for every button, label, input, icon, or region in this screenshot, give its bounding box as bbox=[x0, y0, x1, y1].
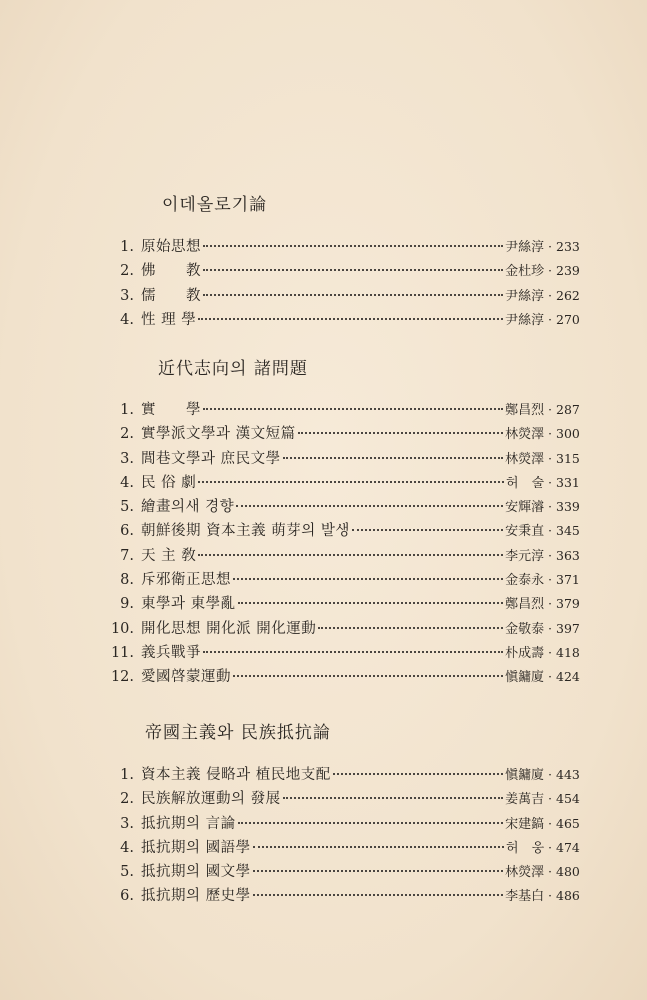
separator-dot: · bbox=[548, 427, 552, 442]
entry-page: 424 bbox=[556, 669, 580, 685]
toc-entry[interactable] bbox=[98, 787, 580, 811]
separator-dot: · bbox=[548, 889, 552, 904]
separator-dot: · bbox=[548, 240, 552, 254]
separator-dot: · bbox=[548, 816, 552, 831]
entry-author: 鄭昌烈 bbox=[505, 403, 545, 418]
entry-author: 尹絲淳 bbox=[505, 240, 545, 255]
entry-title: 斥邪衛正思想 bbox=[141, 572, 231, 589]
toc-entry[interactable] bbox=[98, 641, 580, 665]
toc-entry[interactable] bbox=[98, 860, 580, 884]
entry-page: 287 bbox=[556, 402, 580, 417]
entry-title: 抵抗期의 國文學 bbox=[141, 864, 251, 881]
dot-leader bbox=[203, 294, 503, 296]
dot-leader bbox=[318, 627, 503, 629]
entry-title: 實學派文學과 漢文短篇 bbox=[141, 426, 296, 443]
entry-number: 12. bbox=[110, 669, 134, 686]
toc-entry[interactable] bbox=[98, 592, 580, 616]
toc-entry[interactable] bbox=[98, 617, 580, 641]
entry-number: 5. bbox=[120, 864, 134, 881]
entry-title: 抵抗期의 國語學 bbox=[141, 839, 251, 856]
entry-number: 1. bbox=[120, 402, 134, 418]
toc-entry[interactable] bbox=[98, 235, 580, 259]
separator-dot: · bbox=[548, 670, 552, 685]
entry-author: 金杜珍 bbox=[505, 264, 545, 280]
entry-page: 331 bbox=[556, 474, 580, 490]
entry-title: 抵抗期의 言論 bbox=[141, 815, 236, 832]
toc-entry[interactable] bbox=[98, 544, 580, 568]
toc-section-3 bbox=[98, 763, 580, 909]
entry-author: 宋建鎬 bbox=[505, 816, 545, 832]
entry-number: 1. bbox=[120, 239, 134, 255]
dot-leader bbox=[283, 797, 504, 799]
entry-title: 閭巷文學과 庶民文學 bbox=[141, 450, 281, 467]
entry-title: 天 主 敎 bbox=[141, 547, 197, 564]
entry-page: 454 bbox=[556, 791, 580, 807]
separator-dot: · bbox=[548, 264, 552, 279]
section-heading: 帝國主義와 民族抵抗論 bbox=[145, 723, 331, 743]
entry-title: 東學과 東學亂 bbox=[141, 596, 236, 613]
dot-leader bbox=[198, 318, 503, 320]
entry-page: 315 bbox=[556, 450, 580, 466]
dot-leader bbox=[238, 822, 504, 824]
entry-page: 339 bbox=[556, 499, 580, 515]
toc-entry[interactable] bbox=[98, 471, 580, 495]
dot-leader bbox=[333, 773, 503, 775]
entry-author: 朴成壽 bbox=[505, 645, 545, 661]
toc-entry[interactable] bbox=[98, 665, 580, 689]
entry-number: 8. bbox=[120, 572, 134, 589]
entry-number: 4. bbox=[120, 474, 134, 491]
entry-author: 姜萬吉 bbox=[505, 792, 545, 808]
entry-page: 480 bbox=[556, 864, 580, 880]
separator-dot: · bbox=[548, 288, 552, 303]
toc-entry[interactable] bbox=[98, 447, 580, 471]
entry-author: 허 술 bbox=[506, 475, 545, 491]
entry-title: 朝鮮後期 資本主義 萌芽의 발생 bbox=[141, 523, 350, 540]
entry-number: 6. bbox=[120, 523, 134, 540]
separator-dot: · bbox=[548, 597, 552, 612]
toc-entry[interactable] bbox=[98, 308, 580, 332]
separator-dot: · bbox=[548, 645, 552, 660]
entry-page: 233 bbox=[556, 239, 580, 254]
separator-dot: · bbox=[548, 768, 552, 782]
dot-leader bbox=[233, 578, 503, 580]
entry-page: 486 bbox=[556, 888, 580, 904]
separator-dot: · bbox=[548, 792, 552, 807]
separator-dot: · bbox=[548, 403, 552, 417]
entry-author: 安輝濬 bbox=[505, 500, 545, 516]
entry-page: 345 bbox=[556, 523, 580, 539]
toc-entry[interactable] bbox=[98, 836, 580, 860]
separator-dot: · bbox=[548, 524, 552, 539]
separator-dot: · bbox=[548, 865, 552, 880]
entry-title: 資本主義 侵略과 植民地支配 bbox=[141, 767, 331, 783]
entry-number: 2. bbox=[120, 791, 134, 808]
dot-leader bbox=[203, 245, 503, 247]
dot-leader bbox=[253, 846, 504, 848]
entry-page: 270 bbox=[556, 311, 580, 327]
separator-dot: · bbox=[548, 621, 552, 636]
toc-entry[interactable] bbox=[98, 812, 580, 836]
dot-leader bbox=[253, 894, 504, 896]
entry-author: 安秉直 bbox=[505, 524, 545, 540]
entry-number: 1. bbox=[120, 767, 134, 783]
entry-title: 儒 教 bbox=[141, 287, 201, 304]
entry-page: 474 bbox=[556, 839, 580, 855]
dot-leader bbox=[283, 457, 504, 459]
toc-entry[interactable] bbox=[98, 568, 580, 592]
separator-dot: · bbox=[548, 840, 552, 855]
entry-page: 239 bbox=[556, 263, 580, 279]
toc-entry[interactable] bbox=[98, 495, 580, 519]
entry-author: 愼鏞廈 bbox=[505, 768, 545, 783]
entry-author: 愼鏞廈 bbox=[505, 670, 545, 686]
entry-number: 6. bbox=[120, 888, 134, 905]
entry-title: 繪畫의새 경향 bbox=[141, 499, 235, 516]
section-heading: 近代志向의 諸問題 bbox=[158, 359, 308, 379]
entry-title: 實 學 bbox=[141, 402, 201, 418]
entry-title: 義兵戰爭 bbox=[141, 644, 201, 661]
toc-section-1 bbox=[98, 235, 580, 332]
entry-title: 愛國啓蒙運動 bbox=[141, 669, 231, 686]
entry-author: 李元淳 bbox=[505, 548, 545, 564]
entry-number: 2. bbox=[120, 426, 134, 443]
entry-number: 2. bbox=[120, 263, 134, 280]
toc-entry[interactable] bbox=[98, 519, 580, 543]
entry-title: 開化思想 開化派 開化運動 bbox=[141, 620, 317, 637]
separator-dot: · bbox=[548, 475, 552, 490]
entry-number: 4. bbox=[120, 311, 134, 328]
toc-entry[interactable] bbox=[98, 763, 580, 787]
entry-number: 10. bbox=[110, 620, 134, 637]
entry-author: 鄭昌烈 bbox=[505, 597, 545, 613]
entry-page: 262 bbox=[556, 287, 580, 303]
entry-title: 民族解放運動의 發展 bbox=[141, 791, 281, 808]
dot-leader bbox=[198, 554, 503, 556]
toc-entry[interactable] bbox=[98, 398, 580, 422]
toc-entry[interactable] bbox=[98, 422, 580, 446]
entry-number: 11. bbox=[110, 644, 134, 661]
toc-entry[interactable] bbox=[98, 884, 580, 908]
entry-title: 性 理 學 bbox=[141, 311, 197, 328]
separator-dot: · bbox=[548, 500, 552, 515]
entry-author: 金泰永 bbox=[505, 573, 545, 589]
toc-entry[interactable] bbox=[98, 259, 580, 283]
toc-entry[interactable] bbox=[98, 284, 580, 308]
entry-author: 林熒澤 bbox=[505, 451, 545, 467]
dot-leader bbox=[352, 529, 503, 531]
entry-number: 7. bbox=[120, 547, 134, 564]
entry-title: 民 俗 劇 bbox=[141, 474, 197, 491]
dot-leader bbox=[253, 870, 504, 872]
entry-number: 3. bbox=[120, 450, 134, 467]
entry-page: 418 bbox=[556, 644, 580, 660]
separator-dot: · bbox=[548, 451, 552, 466]
dot-leader bbox=[203, 408, 503, 410]
separator-dot: · bbox=[548, 312, 552, 327]
entry-number: 5. bbox=[120, 499, 134, 516]
separator-dot: · bbox=[548, 548, 552, 563]
entry-author: 허 웅 bbox=[506, 840, 545, 856]
entry-title: 佛 教 bbox=[141, 263, 201, 280]
entry-page: 443 bbox=[556, 767, 580, 782]
separator-dot: · bbox=[548, 573, 552, 588]
toc-section-2 bbox=[98, 398, 580, 690]
section-heading: 이데올로기論 bbox=[162, 195, 268, 215]
entry-author: 李基白 bbox=[505, 889, 545, 905]
entry-author: 金敬泰 bbox=[505, 621, 545, 637]
entry-author: 林熒澤 bbox=[505, 865, 545, 881]
entry-page: 300 bbox=[556, 426, 580, 442]
entry-title: 抵抗期의 歷史學 bbox=[141, 888, 251, 905]
entry-title: 原始思想 bbox=[141, 239, 201, 255]
entry-page: 379 bbox=[556, 596, 580, 612]
entry-page: 397 bbox=[556, 620, 580, 636]
entry-author: 尹絲淳 bbox=[505, 288, 545, 304]
entry-page: 371 bbox=[556, 572, 580, 588]
entry-number: 4. bbox=[120, 839, 134, 856]
entry-author: 尹絲淳 bbox=[505, 312, 545, 328]
dot-leader bbox=[198, 481, 504, 483]
dot-leader bbox=[203, 269, 503, 271]
entry-number: 9. bbox=[120, 596, 134, 613]
entry-number: 3. bbox=[120, 815, 134, 832]
entry-author: 林熒澤 bbox=[505, 427, 545, 443]
entry-page: 363 bbox=[556, 547, 580, 563]
dot-leader bbox=[203, 651, 503, 653]
entry-number: 3. bbox=[120, 287, 134, 304]
dot-leader bbox=[238, 602, 504, 604]
dot-leader bbox=[298, 432, 504, 434]
dot-leader bbox=[233, 675, 503, 677]
entry-page: 465 bbox=[556, 815, 580, 831]
dot-leader bbox=[236, 505, 503, 507]
